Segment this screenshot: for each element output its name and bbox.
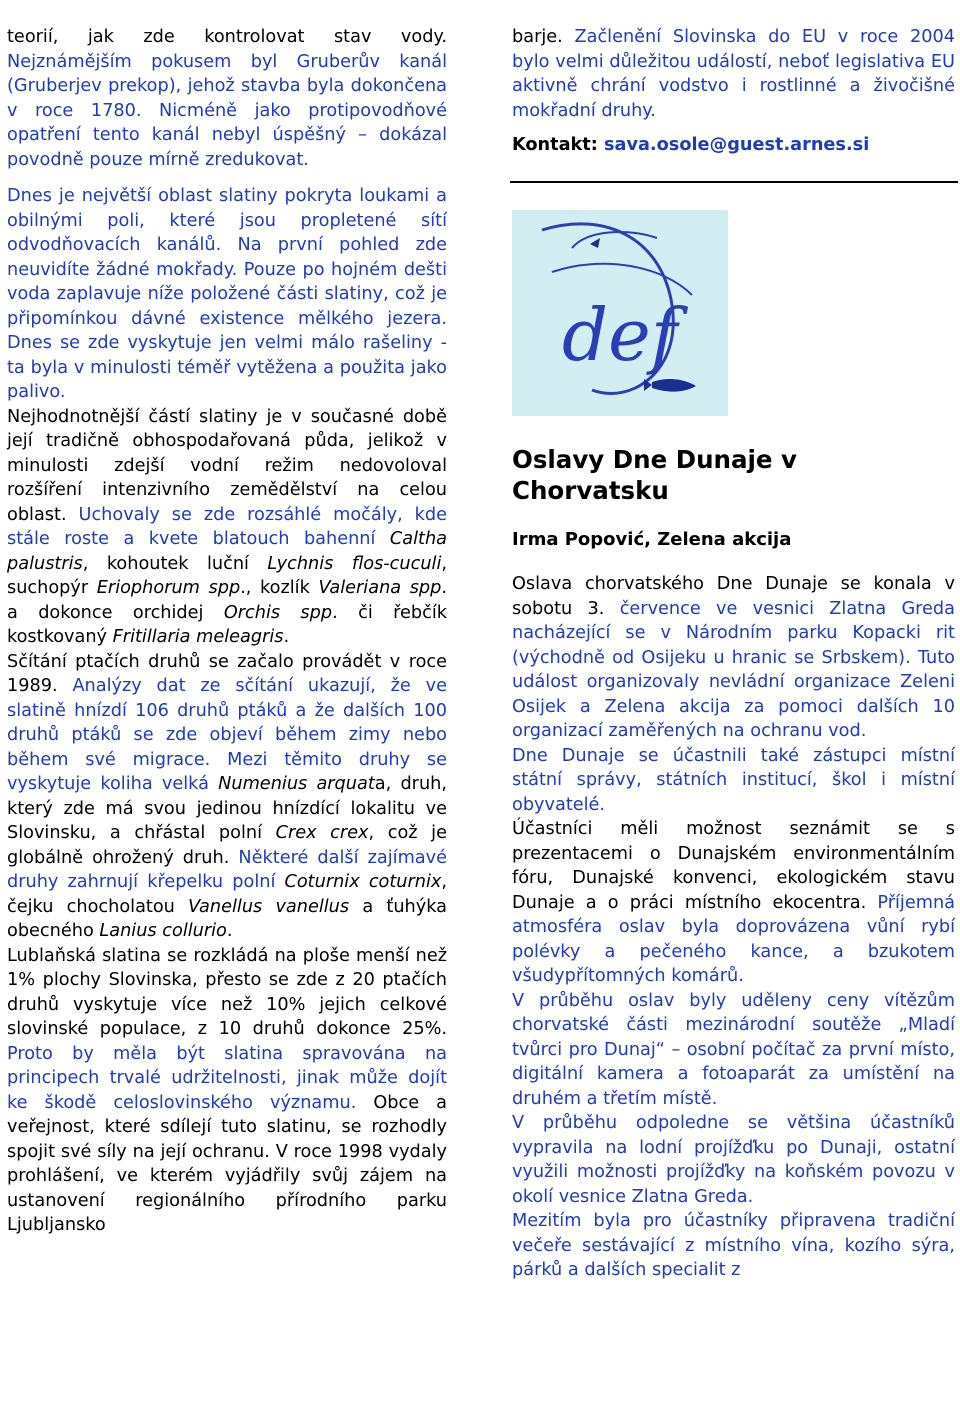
latin-name: Numenius arquat (218, 774, 375, 794)
paragraph (512, 1209, 955, 1283)
paragraph (7, 405, 447, 650)
text-run: ., kozlík (240, 578, 319, 598)
text-run: Účastníci měli možnost seznámit se s prezentacemi o Dunajském environmentálním fóru, Dunajské konvenci, ekologickém stavu Dunaje a o práci místního ekocentra. (512, 819, 955, 913)
contact-email-link[interactable]: sava.osole@guest.arnes.si (604, 135, 870, 155)
text-run: Proto by měla být slatina spravována na principech trvalé udržitelnosti, jinak může dojít ke škodě celoslovinského významu. (7, 1043, 447, 1113)
latin-name: Eriophorum spp (96, 578, 241, 598)
left-column (7, 25, 447, 1238)
text-run: Nejznámějším pokusem byl Gruberův kanál (Gruberjev prekop), jehož stavba byla dokončena v roce 1780. Nicméně jako protipovodňové opatření tento kanál nebyl úspěšný – dokázal povodně pouze mírně zredukovat. (7, 51, 447, 170)
text-run: Dnes je největší oblast slatiny pokryta loukami a obilnými poli, které jsou propletené sítí odvodňovacích kanálů. (7, 186, 447, 255)
contact-line (512, 133, 955, 158)
latin-name: Coturnix coturnix (284, 872, 442, 892)
paragraph (7, 650, 447, 944)
text-run: Příjemná atmosféra oslav byla doprovázena vůní rybí polévky a pečeného kance, a bzukotem všudypřítomných komárů. (512, 892, 955, 986)
text-run: , což je globálně ohrožený druh. (7, 823, 447, 868)
text-run: Dne Dunaje se účastnili také zástupci místní státní správy, státních institucí, škol i místní obyvatelé. (512, 745, 955, 815)
svg-text:def: def (562, 292, 678, 377)
section-divider (510, 181, 958, 183)
article-heading: Oslavy Dne Dunaje v Chorvatsku (512, 444, 798, 505)
text-run: Nejhodnotnější částí slatiny je v současné době její tradičně obhospodařovaná půda, jelikož v minulosti zdejší vodní režim nedovoloval rozšíření intenzivního zemědělství na celou oblast. (7, 406, 447, 525)
contact-label: Kontakt: (512, 135, 598, 155)
text-run: Mezitím byla pro účastníky připravena tradiční večeře sestávající z místního vína, kozího sýra, párků a dalších specialit z (512, 1211, 955, 1280)
article-author: Irma Popović, Zelena akcija (512, 528, 792, 550)
text-run: , čejku chocholatou (7, 872, 447, 917)
text-run: Oslava chorvatského Dne Dunaje se konala v sobotu 3. (512, 574, 955, 619)
text-run: . a dokonce orchidej (7, 578, 448, 623)
text-run: Na první pohled zde neuvidíte žádné mokřady. Pouze po hojném dešti voda zaplavuje níže položené části slatiny, což je připomínkou dávné existence mělkého jezera. Dnes se zde vyskytuje jen velmi málo rašeliny - ta byla v minulosti téměř vytěžena a použita jako palivo. (7, 235, 447, 402)
paragraph (512, 744, 955, 818)
latin-name: Fritillaria meleagris (112, 627, 284, 647)
latin-name: Valeriana spp (318, 578, 442, 598)
text-run: a ťuhýka obecného (7, 896, 447, 941)
text-run: července ve vesnici Zlatna Greda nacházející se v Národním parku Kopacki rit (východně od Osijeku u hranic se Srbskem). Tuto událost organizovaly nevládní organizace Zeleni Osijek a Zelena akcija za pomoci dalších 10 organizací zaměřených na ochranu vod. (512, 598, 955, 741)
right-column (512, 25, 955, 1283)
text-run: Sčítání ptačích druhů se začalo provádět v roce 1989. (7, 651, 447, 696)
paragraph (512, 572, 955, 744)
text-run: V průběhu odpoledne se většina účastníků vypravila na lodní projížďku po Dunaji, ostatní využili možnosti projížďky na koňském povozu v okolí vesnice Zlatna Greda. (512, 1113, 955, 1207)
text-run: Obce a veřejnost, které sdílejí tuto slatinu, se rozhodly spojit své síly na její ochranu. V roce 1998 vydaly prohlášení, ve kterém vyjádřily svůj zájem na ustanovení regionálního přírodního parku Ljubljansko (7, 1092, 447, 1235)
paragraph (512, 817, 955, 989)
text-run: Některé další zajímavé druhy zahrnují křepelku polní (7, 847, 447, 892)
text-run: . (283, 627, 290, 647)
latin-name: Crex crex (275, 823, 369, 843)
text-run: Uchovaly se zde rozsáhlé močály, kde stále roste a kvete blatouch bahenní (7, 504, 447, 549)
text-run: Začlenění Slovinska do EU v roce 2004 bylo velmi důležitou událostí, neboť legislativa EU aktivně chrání vodstvo i rostlinné a živočišné mokřadní druhy. (512, 27, 955, 121)
logo-icon (512, 210, 728, 416)
text-run: Lublaňská slatina se rozkládá na ploše menší než 1% plochy Slovinska, přesto se zde z 20 ptačích druhů vyskytuje více než 10% jejich celkové slovinské populace, z 10 druhů dokonce 25%. (7, 945, 447, 1039)
paragraph (7, 25, 447, 172)
text-run: teorií, jak zde kontrolovat stav vody. (7, 27, 447, 47)
latin-name: Lanius collurio (99, 921, 227, 941)
latin-name: Vanellus vanellus (188, 896, 350, 917)
paragraph (512, 1111, 955, 1209)
danube-day-logo (512, 210, 728, 416)
text-run: barje. (512, 27, 575, 47)
paragraph (512, 25, 955, 123)
text-run: , kohoutek luční (82, 553, 268, 574)
paragraph (512, 989, 955, 1112)
text-run: V průběhu oslav byly uděleny ceny vítězům chorvatské části mezinárodní soutěže „Mladí tvůrci pro Dunaj“ – osobní počítač za první místo, digitální kamera a fotoaparát za umístění na druhém a třetím místě. (512, 990, 955, 1109)
paragraph (7, 184, 447, 405)
latin-name: Lychnis flos-cuculi (267, 553, 442, 574)
text-run: Analýzy dat ze sčítání ukazují, že ve slatině hnízdí 106 druhů ptáků a že dalších 100 druhů ptáků se zde objeví během zimy nebo během své migrace. Mezi těmito druhy se vyskytuje koliha velká (7, 676, 447, 794)
text-run: a, druh, který zde má svou jedinou hnízdící lokalitu ve Slovinsku, a chřástal polní (7, 774, 447, 843)
latin-name: Caltha palustris (7, 529, 447, 574)
text-run: . či řebčík kostkovaný (7, 602, 447, 647)
text-run: , suchopýr (7, 553, 447, 598)
paragraph (7, 944, 447, 1238)
text-run: . (226, 921, 233, 941)
latin-name: Orchis spp (223, 602, 333, 623)
